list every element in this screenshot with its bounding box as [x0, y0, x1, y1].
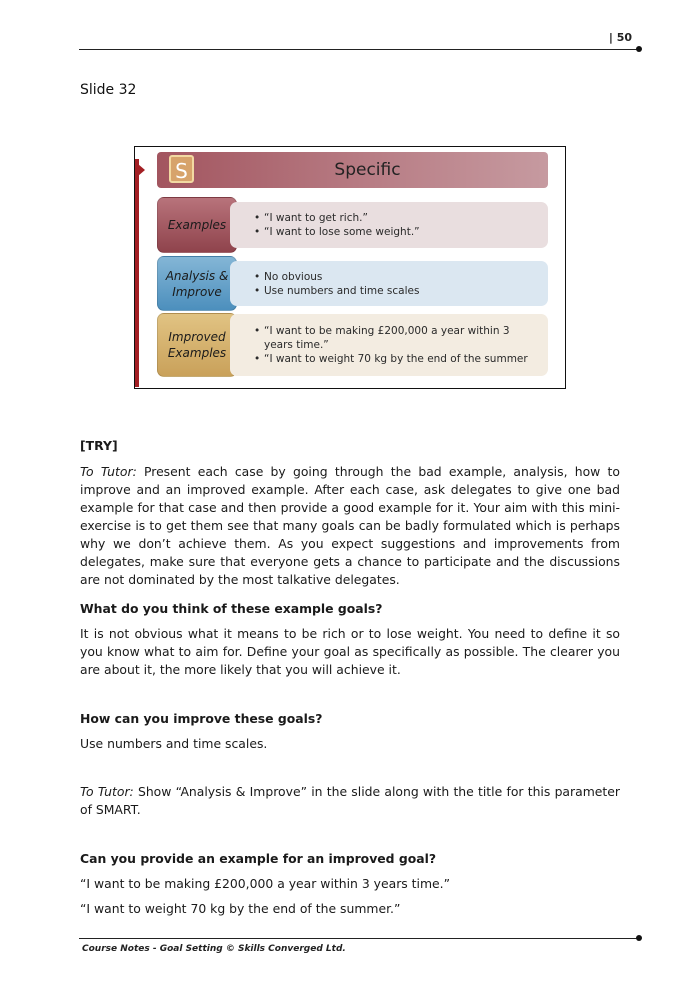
bullet-item: • “I want to weight 70 kg by the end of the summer	[254, 352, 530, 366]
row-content-improved	[230, 314, 548, 376]
try-heading: [TRY]	[80, 438, 118, 453]
bullet-item: • Use numbers and time scales	[254, 284, 548, 298]
slide-thumbnail	[134, 146, 566, 389]
header-rule	[79, 49, 638, 50]
answer-2: Use numbers and time scales.	[80, 736, 268, 751]
row-label-examples: Examples	[157, 197, 237, 253]
question-heading-3: Can you provide an example for an improved goal?	[80, 851, 437, 866]
row-label-analysis	[157, 256, 237, 311]
tutor-text: Show “Analysis & Improve” in the slide along with the title for this parameter of SMART.	[80, 784, 620, 817]
bullet-item: • No obvious	[254, 270, 548, 284]
tutor-lead: To Tutor:	[80, 784, 134, 799]
row-label-text: Analysis & Improve	[165, 268, 229, 299]
row-content-examples	[230, 202, 548, 248]
slide-arrow-icon	[138, 164, 145, 176]
slide-title-bar	[157, 152, 548, 188]
tutor-lead: To Tutor:	[80, 464, 137, 479]
footer-text: Course Notes - Goal Setting © Skills Converged Ltd.	[82, 944, 346, 954]
row-label-text: Improved Examples	[167, 330, 227, 360]
answer-3a: “I want to be making £200,000 a year within 3 years time.”	[80, 876, 451, 891]
slide-left-bar	[135, 159, 139, 387]
slide-label: Slide 32	[80, 82, 137, 98]
row-content-analysis	[230, 261, 548, 306]
tutor-note-2	[80, 783, 620, 819]
s-badge: S	[169, 155, 194, 183]
tutor-note-1	[80, 463, 620, 589]
footer-rule	[79, 938, 638, 939]
question-heading-1: What do you think of these example goals?	[80, 601, 383, 616]
row-label-improved	[157, 313, 237, 377]
tutor-text: Present each case by going through the bad example, analysis, how to improve and an improved example. After each case, ask delegates to give one bad example for that case and then provide a good example for it. Your aim with this mini-exercise is to get them see that many goals can be badly formulated which is perhaps why we don’t achieve them. As you expect suggestions and improvements from delegates, make sure that everyone gets a chance to participate and the discussions are not dominated by the most talkative delegates.	[80, 464, 620, 587]
bullet-item: • “I want to be making £200,000 a year within 3 years time.”	[254, 324, 530, 352]
answer-3b: “I want to weight 70 kg by the end of the summer.”	[80, 901, 401, 916]
question-heading-2: How can you improve these goals?	[80, 711, 323, 726]
answer-1: It is not obvious what it means to be rich or to lose weight. You need to define it so you know what to aim for. Define your goal as specifically as possible. The clearer you are about it, the more likely that you will achieve it.	[80, 626, 620, 677]
bullet-item: • “I want to lose some weight.”	[254, 225, 548, 239]
slide-title: Specific	[334, 160, 401, 180]
bullet-item: • “I want to get rich.”	[254, 211, 548, 225]
page-number: | 50	[608, 31, 632, 44]
